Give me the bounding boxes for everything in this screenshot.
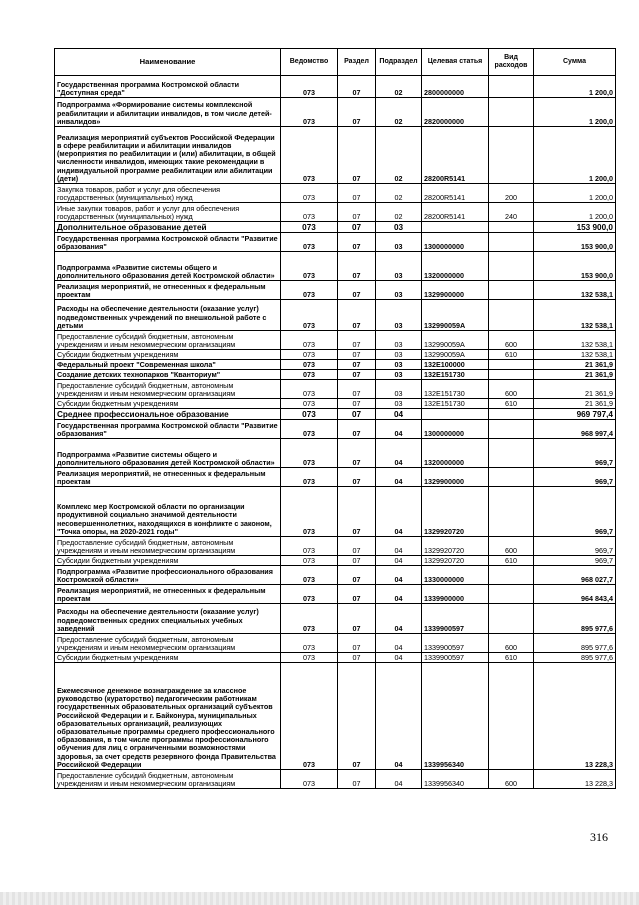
row-target-article: 132E100000 [422,360,489,370]
row-section: 07 [338,331,376,350]
row-expense-type: 240 [489,203,534,222]
table-row [55,252,616,281]
row-amount: 132 538,1 [534,300,616,331]
table-row [55,420,616,439]
row-section: 07 [338,281,376,300]
row-name: Предоставление субсидий бюджетным, автономным учреждениям и иным некоммерческим организациям [55,380,281,399]
row-amount: 1 200,0 [534,203,616,222]
row-target-article: 1339900597 [422,634,489,653]
row-section: 07 [338,585,376,604]
row-department: 073 [281,439,338,468]
row-expense-type: 200 [489,184,534,203]
row-department: 073 [281,370,338,380]
row-department: 073 [281,566,338,585]
table-row [55,370,616,380]
table-row [55,331,616,350]
row-section: 07 [338,468,376,487]
row-subsection: 04 [376,409,422,420]
row-target-article: 1329900000 [422,281,489,300]
row-subsection: 04 [376,468,422,487]
table-row [55,537,616,556]
row-amount: 1 200,0 [534,184,616,203]
row-target-article: 28200R5141 [422,127,489,184]
row-subsection: 03 [376,360,422,370]
row-expense-type [489,360,534,370]
row-amount: 969 797,4 [534,409,616,420]
row-subsection: 03 [376,370,422,380]
row-subsection: 03 [376,399,422,409]
row-name: Создание детских технопарков "Кванториум" [55,370,281,380]
row-target-article: 1339900597 [422,604,489,634]
row-subsection: 04 [376,663,422,770]
header-amount: Сумма [534,49,616,76]
row-name: Субсидии бюджетным учреждениям [55,350,281,360]
header-subsection: Подраздел [376,49,422,76]
row-expense-type: 600 [489,634,534,653]
row-section: 07 [338,76,376,98]
row-target-article: 1339900000 [422,585,489,604]
row-expense-type [489,98,534,127]
row-department: 073 [281,380,338,399]
row-expense-type: 610 [489,556,534,566]
header-department: Ведомство [281,49,338,76]
row-amount: 968 997,4 [534,420,616,439]
row-name: Среднее профессиональное образование [55,409,281,420]
row-department: 073 [281,203,338,222]
row-department: 073 [281,350,338,360]
table-row [55,409,616,420]
row-name: Дополнительное образование детей [55,222,281,233]
row-section: 07 [338,184,376,203]
table-row [55,556,616,566]
row-target-article [422,222,489,233]
row-amount: 969,7 [534,537,616,556]
row-name: Федеральный проект "Современная школа" [55,360,281,370]
row-expense-type [489,300,534,331]
row-section: 07 [338,409,376,420]
row-name: Ежемесячное денежное вознаграждение за классное руководство (кураторство) педагогическим работникам государственных образовательных организаций субъектов Российской Федерации и г. Байконура, муниципальных образовательных организаций, реализующих образовательные программы среднего профессионального образования, в том числе программы профессионального обучения для лиц с ограниченными возможностями здоровья, за счет средств резервного фонда Правительства Российской Федерации [55,663,281,770]
row-name: Государственная программа Костромской области "Развитие образования" [55,233,281,252]
row-target-article: 1329920720 [422,487,489,537]
row-expense-type: 600 [489,770,534,789]
row-subsection: 04 [376,556,422,566]
row-section: 07 [338,537,376,556]
row-amount: 969,7 [534,468,616,487]
row-expense-type: 600 [489,537,534,556]
row-expense-type [489,585,534,604]
row-name: Реализация мероприятий, не отнесенных к федеральным проектам [55,468,281,487]
row-name: Иные закупки товаров, работ и услуг для обеспечения государственных (муниципальных) нужд [55,203,281,222]
row-amount: 969,7 [534,556,616,566]
row-department: 073 [281,281,338,300]
table-row [55,300,616,331]
row-amount: 968 027,7 [534,566,616,585]
row-subsection: 02 [376,98,422,127]
table-row [55,634,616,653]
table-row [55,468,616,487]
row-amount: 13 228,3 [534,770,616,789]
row-amount: 969,7 [534,439,616,468]
row-section: 07 [338,663,376,770]
row-expense-type: 600 [489,331,534,350]
row-name: Подпрограмма «Развитие системы общего и дополнительного образования детей Костромской области» [55,252,281,281]
row-expense-type [489,468,534,487]
row-department: 073 [281,537,338,556]
row-section: 07 [338,233,376,252]
row-expense-type: 610 [489,350,534,360]
row-section: 07 [338,203,376,222]
row-department: 073 [281,222,338,233]
row-target-article: 132E151730 [422,370,489,380]
row-amount: 21 361,9 [534,380,616,399]
row-department: 073 [281,487,338,537]
row-department: 073 [281,300,338,331]
page-number: 316 [590,830,608,844]
row-name: Реализация мероприятий, не отнесенных к федеральным проектам [55,281,281,300]
row-amount: 132 538,1 [534,350,616,360]
table-row [55,127,616,184]
row-department: 073 [281,420,338,439]
row-target-article: 1329920720 [422,537,489,556]
row-name: Предоставление субсидий бюджетным, автономным учреждениям и иным некоммерческим организациям [55,537,281,556]
row-amount: 895 977,6 [534,653,616,663]
row-section: 07 [338,370,376,380]
row-subsection: 04 [376,585,422,604]
row-expense-type [489,127,534,184]
row-target-article: 28200R5141 [422,184,489,203]
row-target-article: 132E151730 [422,380,489,399]
row-amount: 153 900,0 [534,252,616,281]
row-department: 073 [281,604,338,634]
row-subsection: 03 [376,300,422,331]
table-row [55,350,616,360]
row-section: 07 [338,300,376,331]
row-department: 073 [281,252,338,281]
table-row [55,222,616,233]
row-target-article: 1320000000 [422,252,489,281]
row-section: 07 [338,360,376,370]
row-subsection: 04 [376,537,422,556]
row-section: 07 [338,604,376,634]
row-amount: 153 900,0 [534,233,616,252]
row-target-article: 1329920720 [422,556,489,566]
row-department: 073 [281,468,338,487]
row-expense-type [489,439,534,468]
row-expense-type [489,281,534,300]
row-expense-type [489,222,534,233]
row-department: 073 [281,409,338,420]
table-row [55,380,616,399]
row-name: Реализация мероприятий субъектов Российской Федерации в сфере реабилитации и абилитации инвалидов (мероприятия по реабилитации и (или) абилитации, в общей численности инвалидов, имеющих такие рекомендации в индивидуальной программе реабилитации или абилитации (дети) [55,127,281,184]
row-target-article: 1330000000 [422,566,489,585]
row-subsection: 03 [376,252,422,281]
row-amount: 969,7 [534,487,616,537]
row-section: 07 [338,252,376,281]
row-target-article: 1320000000 [422,439,489,468]
row-department: 073 [281,98,338,127]
row-section: 07 [338,350,376,360]
row-department: 073 [281,634,338,653]
row-target-article: 1300000000 [422,420,489,439]
row-expense-type [489,233,534,252]
row-target-article: 1300000000 [422,233,489,252]
row-expense-type [489,487,534,537]
row-target-article: 1339956340 [422,663,489,770]
row-section: 07 [338,380,376,399]
row-subsection: 04 [376,653,422,663]
row-department: 073 [281,399,338,409]
row-name: Подпрограмма «Формирование системы комплексной реабилитации и абилитации инвалидов, в том числе детей-инвалидов» [55,98,281,127]
table-row [55,184,616,203]
row-name: Подпрограмма «Развитие профессионального образования Костромской области» [55,566,281,585]
row-section: 07 [338,770,376,789]
row-amount: 21 361,9 [534,399,616,409]
table-row [55,487,616,537]
row-amount: 1 200,0 [534,127,616,184]
header-section: Раздел [338,49,376,76]
row-department: 073 [281,770,338,789]
row-target-article: 2800000000 [422,76,489,98]
row-section: 07 [338,439,376,468]
table-row [55,653,616,663]
row-target-article: 132990059А [422,300,489,331]
row-name: Субсидии бюджетным учреждениям [55,556,281,566]
row-department: 073 [281,184,338,203]
table-header-row [55,49,616,76]
header-target-article: Целевая статья [422,49,489,76]
row-subsection: 04 [376,604,422,634]
header-name: Наименование [55,49,281,76]
row-subsection: 02 [376,184,422,203]
table-row [55,360,616,370]
row-section: 07 [338,222,376,233]
row-target-article: 1339900597 [422,653,489,663]
row-expense-type [489,409,534,420]
table-row [55,663,616,770]
row-target-article [422,409,489,420]
row-section: 07 [338,420,376,439]
row-department: 073 [281,360,338,370]
row-expense-type: 610 [489,399,534,409]
row-subsection: 04 [376,420,422,439]
row-name: Субсидии бюджетным учреждениям [55,399,281,409]
header-expense-type: Вид расходов [489,49,534,76]
row-expense-type: 610 [489,653,534,663]
row-target-article: 132E151730 [422,399,489,409]
row-amount: 21 361,9 [534,370,616,380]
row-expense-type [489,252,534,281]
row-section: 07 [338,634,376,653]
row-department: 073 [281,653,338,663]
row-department: 073 [281,76,338,98]
row-subsection: 03 [376,222,422,233]
row-subsection: 02 [376,203,422,222]
row-name: Предоставление субсидий бюджетным, автономным учреждениям и иным некоммерческим организациям [55,770,281,789]
row-section: 07 [338,98,376,127]
row-section: 07 [338,127,376,184]
row-department: 073 [281,663,338,770]
table-row [55,566,616,585]
row-section: 07 [338,556,376,566]
table-row [55,281,616,300]
table-body [55,76,616,789]
row-target-article: 2820000000 [422,98,489,127]
row-name: Предоставление субсидий бюджетным, автономным учреждениям и иным некоммерческим организациям [55,331,281,350]
table-row [55,98,616,127]
row-department: 073 [281,331,338,350]
row-subsection: 03 [376,331,422,350]
row-expense-type [489,76,534,98]
row-expense-type [489,663,534,770]
row-amount: 153 900,0 [534,222,616,233]
scan-bottom-edge [0,892,639,905]
row-subsection: 02 [376,76,422,98]
table-row [55,399,616,409]
row-section: 07 [338,399,376,409]
row-name: Государственная программа Костромской области "Доступная среда" [55,76,281,98]
row-name: Подпрограмма «Развитие системы общего и дополнительного образования детей Костромской области» [55,439,281,468]
row-subsection: 03 [376,350,422,360]
row-section: 07 [338,487,376,537]
row-department: 073 [281,233,338,252]
row-subsection: 04 [376,634,422,653]
row-expense-type [489,370,534,380]
row-amount: 132 538,1 [534,331,616,350]
row-subsection: 02 [376,127,422,184]
table-row [55,233,616,252]
row-amount: 895 977,6 [534,634,616,653]
row-name: Комплекс мер Костромской области по организации продуктивной социально значимой деятельности несовершеннолетних, находящихся в конфликте с законом, "Точка опоры, на 2020-2021 годы" [55,487,281,537]
row-amount: 21 361,9 [534,360,616,370]
row-expense-type [489,566,534,585]
row-target-article: 1339956340 [422,770,489,789]
row-subsection: 04 [376,770,422,789]
row-department: 073 [281,585,338,604]
row-amount: 132 538,1 [534,281,616,300]
row-expense-type: 600 [489,380,534,399]
row-name: Государственная программа Костромской области "Развитие образования" [55,420,281,439]
row-target-article: 132990059А [422,350,489,360]
row-name: Закупка товаров, работ и услуг для обеспечения государственных (муниципальных) нужд [55,184,281,203]
row-name: Предоставление субсидий бюджетным, автономным учреждениям и иным некоммерческим организациям [55,634,281,653]
row-department: 073 [281,556,338,566]
row-subsection: 03 [376,380,422,399]
row-name: Субсидии бюджетным учреждениям [55,653,281,663]
row-expense-type [489,604,534,634]
row-subsection: 03 [376,281,422,300]
row-subsection: 04 [376,566,422,585]
row-target-article: 28200R5141 [422,203,489,222]
row-expense-type [489,420,534,439]
row-department: 073 [281,127,338,184]
row-section: 07 [338,653,376,663]
row-target-article: 1329900000 [422,468,489,487]
row-name: Реализация мероприятий, не отнесенных к федеральным проектам [55,585,281,604]
table-row [55,439,616,468]
table-row [55,585,616,604]
row-amount: 964 843,4 [534,585,616,604]
table-row [55,770,616,789]
row-amount: 1 200,0 [534,76,616,98]
table-row [55,76,616,98]
row-target-article: 132990059А [422,331,489,350]
table-row [55,203,616,222]
row-name: Расходы на обеспечение деятельности (оказание услуг) подведомственных средних специальных учебных заведений [55,604,281,634]
row-section: 07 [338,566,376,585]
row-amount: 1 200,0 [534,98,616,127]
row-amount: 895 977,6 [534,604,616,634]
row-subsection: 04 [376,439,422,468]
budget-table [54,48,616,789]
row-name: Расходы на обеспечение деятельности (оказание услуг) подведомственных учреждений по внешкольной работе с детьми [55,300,281,331]
row-subsection: 03 [376,233,422,252]
row-amount: 13 228,3 [534,663,616,770]
row-subsection: 04 [376,487,422,537]
table-row [55,604,616,634]
